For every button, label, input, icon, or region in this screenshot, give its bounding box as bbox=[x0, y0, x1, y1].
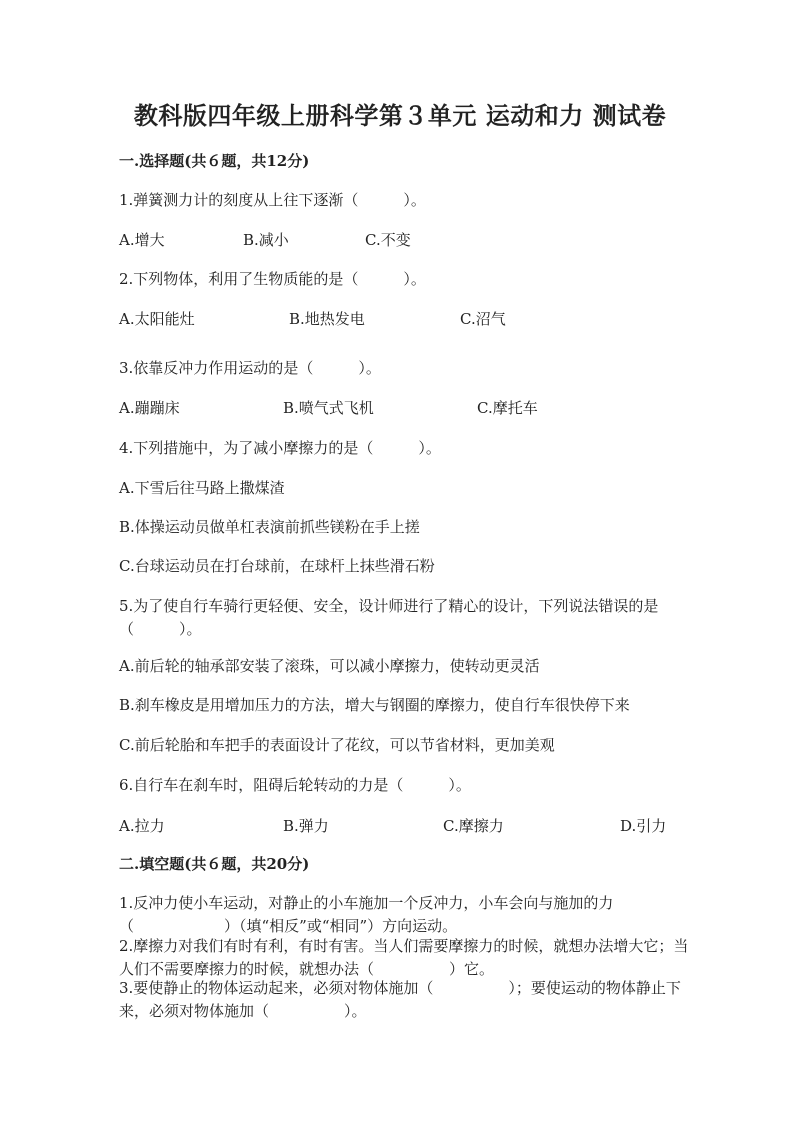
question-4-option-c: C.台球运动员在打台球前，在球杆上抹些滑石粉 bbox=[119, 557, 435, 575]
question-1-stem: 1.弹簧测力计的刻度从上往下逐渐（ ）。 bbox=[119, 191, 426, 209]
question-6-option-a: A.拉力 bbox=[119, 817, 165, 835]
question-3-option-c: C.摩托车 bbox=[477, 399, 538, 417]
question-3-option-a: A.蹦蹦床 bbox=[119, 399, 180, 417]
section-heading-fill-in: 二.填空题(共６题，共20分) bbox=[119, 855, 310, 873]
question-2-option-b: B.地热发电 bbox=[289, 310, 365, 328]
question-5-option-c: C.前后轮胎和车把手的表面设计了花纹，可以节省材料，更加美观 bbox=[119, 736, 555, 754]
question-3-stem: 3.依靠反冲力作用运动的是（ ）。 bbox=[119, 359, 381, 377]
question-2-option-a: A.太阳能灶 bbox=[119, 310, 195, 328]
section-heading-choice: 一.选择题(共６题，共12分) bbox=[119, 152, 310, 170]
question-2-option-c: C.沼气 bbox=[460, 310, 506, 328]
question-1-option-b: B.减小 bbox=[243, 231, 289, 249]
question-6-option-d: D.引力 bbox=[620, 817, 667, 835]
page-title: 教科版四年级上册科学第３单元 运动和力 测试卷 bbox=[133, 101, 667, 130]
question-6-option-c: C.摩擦力 bbox=[443, 817, 504, 835]
question-4-option-a: A.下雪后往马路上撒煤渣 bbox=[119, 479, 285, 497]
question-5-option-a: A.前后轮的轴承部安装了滚珠，可以减小摩擦力，使转动更灵活 bbox=[119, 657, 540, 675]
question-5-stem: 5.为了使自行车骑行更轻便、安全，设计师进行了精心的设计，下列说法错误的是（ ）。 bbox=[119, 597, 659, 638]
question-4-stem: 4.下列措施中，为了减小摩擦力的是（ ）。 bbox=[119, 439, 441, 457]
question-4-option-b: B.体操运动员做单杠表演前抓些镁粉在手上搓 bbox=[119, 518, 420, 536]
fill-question-1: 1.反冲力使小车运动，对静止的小车施加一个反冲力，小车会向与施加的力（ ）（填“相反”或“相同”）方向运动。 bbox=[119, 894, 614, 935]
fill-question-3: 3.要使静止的物体运动起来，必须对物体施加（ ）；要使运动的物体静止下来，必须对物体施加（ ）。 bbox=[119, 979, 681, 1020]
question-6-option-b: B.弹力 bbox=[283, 817, 329, 835]
question-5-option-b: B.刹车橡皮是用增加压力的方法，增大与钢圈的摩擦力，使自行车很快停下来 bbox=[119, 696, 630, 714]
question-6-stem: 6.自行车在刹车时，阻碍后轮转动的力是（ ）。 bbox=[119, 776, 471, 794]
question-1-option-c: C.不变 bbox=[365, 231, 411, 249]
question-2-stem: 2.下列物体，利用了生物质能的是（ ）。 bbox=[119, 270, 426, 288]
fill-question-2: 2.摩擦力对我们有时有利，有时有害。当人们需要摩擦力的时候，就想办法增大它；当人们不需要摩擦力的时候，就想办法（ ）它。 bbox=[119, 937, 689, 978]
question-1-option-a: A.增大 bbox=[119, 231, 165, 249]
question-3-option-b: B.喷气式飞机 bbox=[283, 399, 374, 417]
